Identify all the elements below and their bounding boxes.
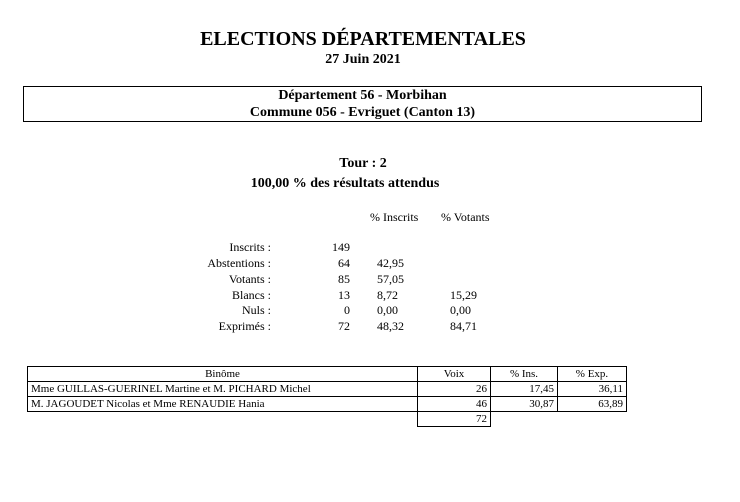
stat-pct-vot-blancs: 15,29 bbox=[450, 288, 477, 302]
stat-pct-vot-nuls: 0,00 bbox=[450, 303, 471, 317]
cell-voix: 26 bbox=[418, 382, 491, 397]
stat-value-exprimes: 72 bbox=[338, 319, 350, 333]
stat-label-nuls: Nuls : bbox=[241, 303, 271, 317]
election-date: 27 Juin 2021 bbox=[325, 52, 401, 67]
stat-label-abstentions: Abstentions : bbox=[207, 256, 271, 270]
stat-value-votants: 85 bbox=[338, 272, 350, 286]
stat-value-inscrits: 149 bbox=[332, 240, 350, 254]
stat-label-votants: Votants : bbox=[228, 272, 271, 286]
stat-label-inscrits: Inscrits : bbox=[229, 240, 271, 254]
stat-pct-ins-blancs: 8,72 bbox=[377, 288, 398, 302]
stat-value-nuls: 0 bbox=[344, 303, 350, 317]
stat-label-exprimes: Exprimés : bbox=[218, 319, 271, 333]
stat-value-abstentions: 64 bbox=[338, 256, 350, 270]
column-header-binome: Binôme bbox=[28, 367, 418, 382]
pct-votants-header: % Votants bbox=[441, 210, 490, 224]
cell-voix: 46 bbox=[418, 397, 491, 412]
round-label: Tour : 2 bbox=[339, 156, 387, 171]
cell-binome: M. JAGOUDET Nicolas et Mme RENAUDIE Hania bbox=[28, 397, 418, 412]
results-table bbox=[27, 366, 627, 427]
column-header-voix: Voix bbox=[418, 367, 491, 382]
cell-pct-exp: 63,89 bbox=[558, 397, 627, 412]
cell-binome: Mme GUILLAS-GUERINEL Martine et M. PICHARD Michel bbox=[28, 382, 418, 397]
table-row bbox=[28, 397, 627, 412]
commune-label: Commune 056 - Evriguet (Canton 13) bbox=[249, 105, 476, 120]
stat-pct-ins-abstentions: 42,95 bbox=[377, 256, 404, 270]
table-row bbox=[28, 382, 627, 397]
column-header-pct-exp: % Exp. bbox=[558, 367, 627, 382]
cell-pct-exp: 36,11 bbox=[558, 382, 627, 397]
stat-pct-ins-exprimes: 48,32 bbox=[377, 319, 404, 333]
column-header-pct-ins: % Ins. bbox=[491, 367, 558, 382]
stat-value-blancs: 13 bbox=[338, 288, 350, 302]
table-header-row bbox=[28, 367, 627, 382]
empty-cell bbox=[491, 412, 558, 427]
empty-cell bbox=[558, 412, 627, 427]
pct-inscrits-header: % Inscrits bbox=[370, 210, 419, 224]
stat-label-blancs: Blancs : bbox=[232, 288, 271, 302]
stat-pct-ins-votants: 57,05 bbox=[377, 272, 404, 286]
stat-pct-vot-exprimes: 84,71 bbox=[450, 319, 477, 333]
stat-pct-ins-nuls: 0,00 bbox=[377, 303, 398, 317]
table-total-row bbox=[28, 412, 627, 427]
results-progress: 100,00 % des résultats attendus bbox=[250, 176, 440, 191]
cell-total-voix: 72 bbox=[418, 412, 491, 427]
departement-label: Département 56 - Morbihan bbox=[278, 88, 447, 103]
cell-pct-ins: 17,45 bbox=[491, 382, 558, 397]
empty-cell bbox=[28, 412, 418, 427]
page-title: ELECTIONS DÉPARTEMENTALES bbox=[200, 28, 526, 50]
cell-pct-ins: 30,87 bbox=[491, 397, 558, 412]
